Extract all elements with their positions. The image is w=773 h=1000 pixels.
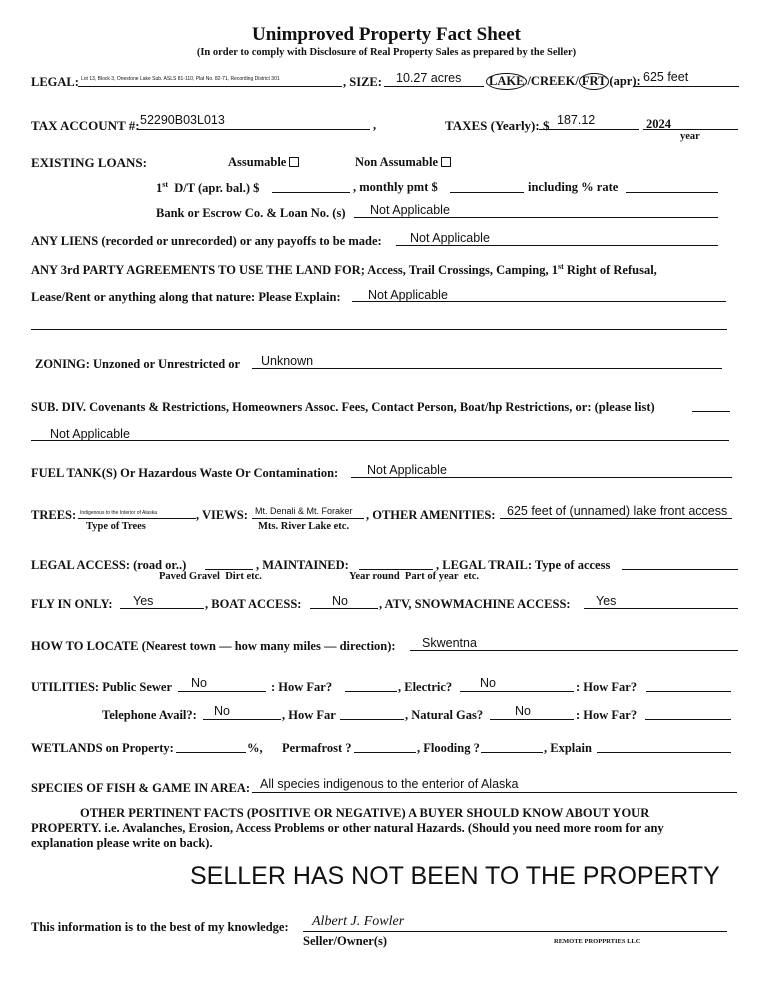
fuel-value: Not Applicable: [367, 463, 447, 477]
tax-year-caption: year: [680, 131, 700, 142]
tax-account-comma: ,: [373, 118, 377, 132]
road-caption: Paved Gravel Dirt etc.: [159, 571, 262, 582]
subdiv-value: Not Applicable: [50, 427, 130, 441]
amenities-label: , OTHER AMENITIES:: [366, 508, 496, 522]
frontage-value: 625 feet: [643, 70, 689, 84]
tax-account-label: TAX ACCOUNT #:: [31, 118, 140, 133]
agreements-value: Not Applicable: [368, 288, 448, 302]
telephone-value: No: [214, 704, 230, 718]
legal-access-label: LEGAL ACCESS: (road or..): [31, 558, 187, 572]
other-facts-line3: explanation please write on back).: [31, 836, 213, 850]
seller-signature: Albert J. Fowler: [312, 914, 405, 929]
sewer-label: UTILITIES: Public Sewer: [31, 680, 172, 694]
first-sup: st: [162, 180, 169, 189]
locate-value: Skwentna: [422, 636, 477, 650]
natural-gas-value: No: [515, 704, 531, 718]
trees-label: TREES:: [31, 508, 77, 522]
assumable-checkbox[interactable]: [289, 157, 299, 167]
page-subtitle: (In order to comply with Disclosure of Real Property Sales as prepared by the Seller): [196, 47, 577, 58]
bank-label: Bank or Escrow Co. & Loan No. (s): [156, 206, 346, 220]
tax-year-value: 2024: [646, 117, 671, 131]
rate-label: including % rate: [528, 180, 619, 194]
views-label: , VIEWS:: [196, 508, 248, 522]
permafrost-label: Permafrost ?: [282, 741, 352, 755]
non-assumable-checkbox[interactable]: [441, 157, 451, 167]
fly-in-value: Yes: [133, 594, 154, 608]
agreements-line1: [31, 262, 657, 278]
seller-statement: SELLER HAS NOT BEEN TO THE PROPERTY: [190, 862, 720, 890]
bank-value: Not Applicable: [370, 203, 450, 217]
zoning-label: ZONING: Unzoned or Unrestricted or: [35, 357, 241, 371]
agreements-text: ANY 3rd PARTY AGREEMENTS TO USE THE LAND FOR; Access, Trail Crossings, Camping, 1: [31, 263, 558, 278]
trees-value: Indigenous to the Interior of Alaska: [80, 510, 157, 516]
how-far-1: : How Far?: [271, 680, 333, 694]
agreements-text-b: Right of Refusal,: [563, 263, 657, 278]
how-far-4: : How Far?: [576, 708, 638, 722]
company-name: REMOTE PROPPRTIES LLC: [554, 938, 641, 945]
tax-account-value: 52290B03L013: [140, 113, 225, 127]
explain-label: , Explain: [544, 741, 592, 755]
species-label: SPECIES OF FISH & GAME IN AREA:: [31, 781, 251, 795]
size-label: , SIZE:: [343, 75, 382, 89]
amenities-value: 625 feet of (unnamed) lake front access: [507, 504, 728, 518]
views-value: Mt. Denali & Mt. Foraker: [255, 506, 353, 516]
page-title: Unimproved Property Fact Sheet: [252, 24, 521, 45]
legal-trail-label: , LEGAL TRAIL: Type of access: [436, 558, 611, 572]
first-num: 1: [156, 181, 163, 196]
other-facts-line1: OTHER PERTINENT FACTS (POSITIVE OR NEGATIVE) A BUYER SHOULD KNOW ABOUT YOUR: [80, 806, 650, 820]
views-caption: Mts. River Lake etc.: [258, 521, 350, 532]
subdiv-label: SUB. DIV. Covenants & Restrictions, Homeowners Assoc. Fees, Contact Person, Boat/hp Restrictions, or: (please list): [31, 400, 655, 414]
flooding-label: , Flooding ?: [417, 741, 480, 755]
telephone-label: Telephone Avail?:: [102, 708, 197, 722]
agreements-explain-label: Lease/Rent or anything along that nature: Please Explain:: [31, 290, 341, 304]
natural-gas-label: , Natural Gas?: [405, 708, 484, 722]
wetlands-label: WETLANDS on Property:: [31, 741, 174, 755]
fly-in-label: FLY IN ONLY:: [31, 597, 113, 611]
atv-access-label: , ATV, SNOWMACHINE ACCESS:: [379, 597, 571, 611]
legal-label: LEGAL:: [31, 75, 79, 89]
locate-label: HOW TO LOCATE (Nearest town — how many miles — direction):: [31, 639, 396, 653]
liens-value: Not Applicable: [410, 231, 490, 245]
sewer-value: No: [191, 676, 207, 690]
existing-loans-label: EXISTING LOANS:: [31, 155, 147, 170]
boat-access-value: No: [332, 594, 348, 608]
liens-label: ANY LIENS (recorded or unrecorded) or any payoffs to be made:: [31, 234, 382, 248]
waterfront-type: [486, 73, 641, 90]
dt-label: D/T (apr. bal.) $: [174, 181, 260, 196]
how-far-3: , How Far: [282, 708, 336, 722]
non-assumable-label: Non Assumable: [355, 155, 439, 169]
electric-label: , Electric?: [398, 680, 453, 694]
legal-value: Lot 13, Block 3, Onestone Lake Sub. ASLS 81-110, Plat No. 82-71, Recording District 301: [81, 76, 280, 82]
trees-caption: Type of Trees: [86, 521, 146, 532]
zoning-value: Unknown: [261, 354, 314, 368]
taxes-value: 187.12: [557, 113, 596, 127]
atv-access-value: Yes: [596, 594, 617, 608]
electric-value: No: [480, 676, 496, 690]
first-dt-label: [156, 180, 259, 196]
agreements-sup: st: [557, 262, 564, 271]
other-facts-line2: PROPERTY. i.e. Avalanches, Erosion, Access Problems or other natural Hazards. (Should you need more room for any: [31, 821, 664, 835]
wetlands-pct: %,: [247, 741, 263, 755]
species-value: All species indigenous to the enterior of Alaska: [260, 777, 519, 791]
boat-access-label: , BOAT ACCESS:: [205, 597, 302, 611]
fuel-label: FUEL TANK(S) Or Hazardous Waste Or Contamination:: [31, 466, 339, 480]
signature-label: This information is to the best of my knowledge:: [31, 920, 289, 934]
non-assumable-option: [355, 155, 451, 170]
frt-option: FRT: [579, 73, 610, 90]
maintained-caption: Year round Part of year etc.: [349, 571, 480, 582]
size-value: 10.27 acres: [396, 71, 462, 85]
assumable-option: [228, 155, 299, 170]
seller-owner-caption: Seller/Owner(s): [303, 934, 388, 948]
how-far-2: : How Far?: [576, 680, 638, 694]
monthly-pmt-label: , monthly pmt $: [353, 180, 438, 194]
assumable-label: Assumable: [228, 155, 287, 169]
lake-option: LAKE: [486, 73, 527, 90]
maintained-label: , MAINTAINED:: [256, 558, 349, 572]
creek-option: /CREEK/: [527, 74, 579, 88]
taxes-label: TAXES (Yearly): $: [445, 118, 550, 133]
apr-label: (apr):: [609, 74, 641, 88]
